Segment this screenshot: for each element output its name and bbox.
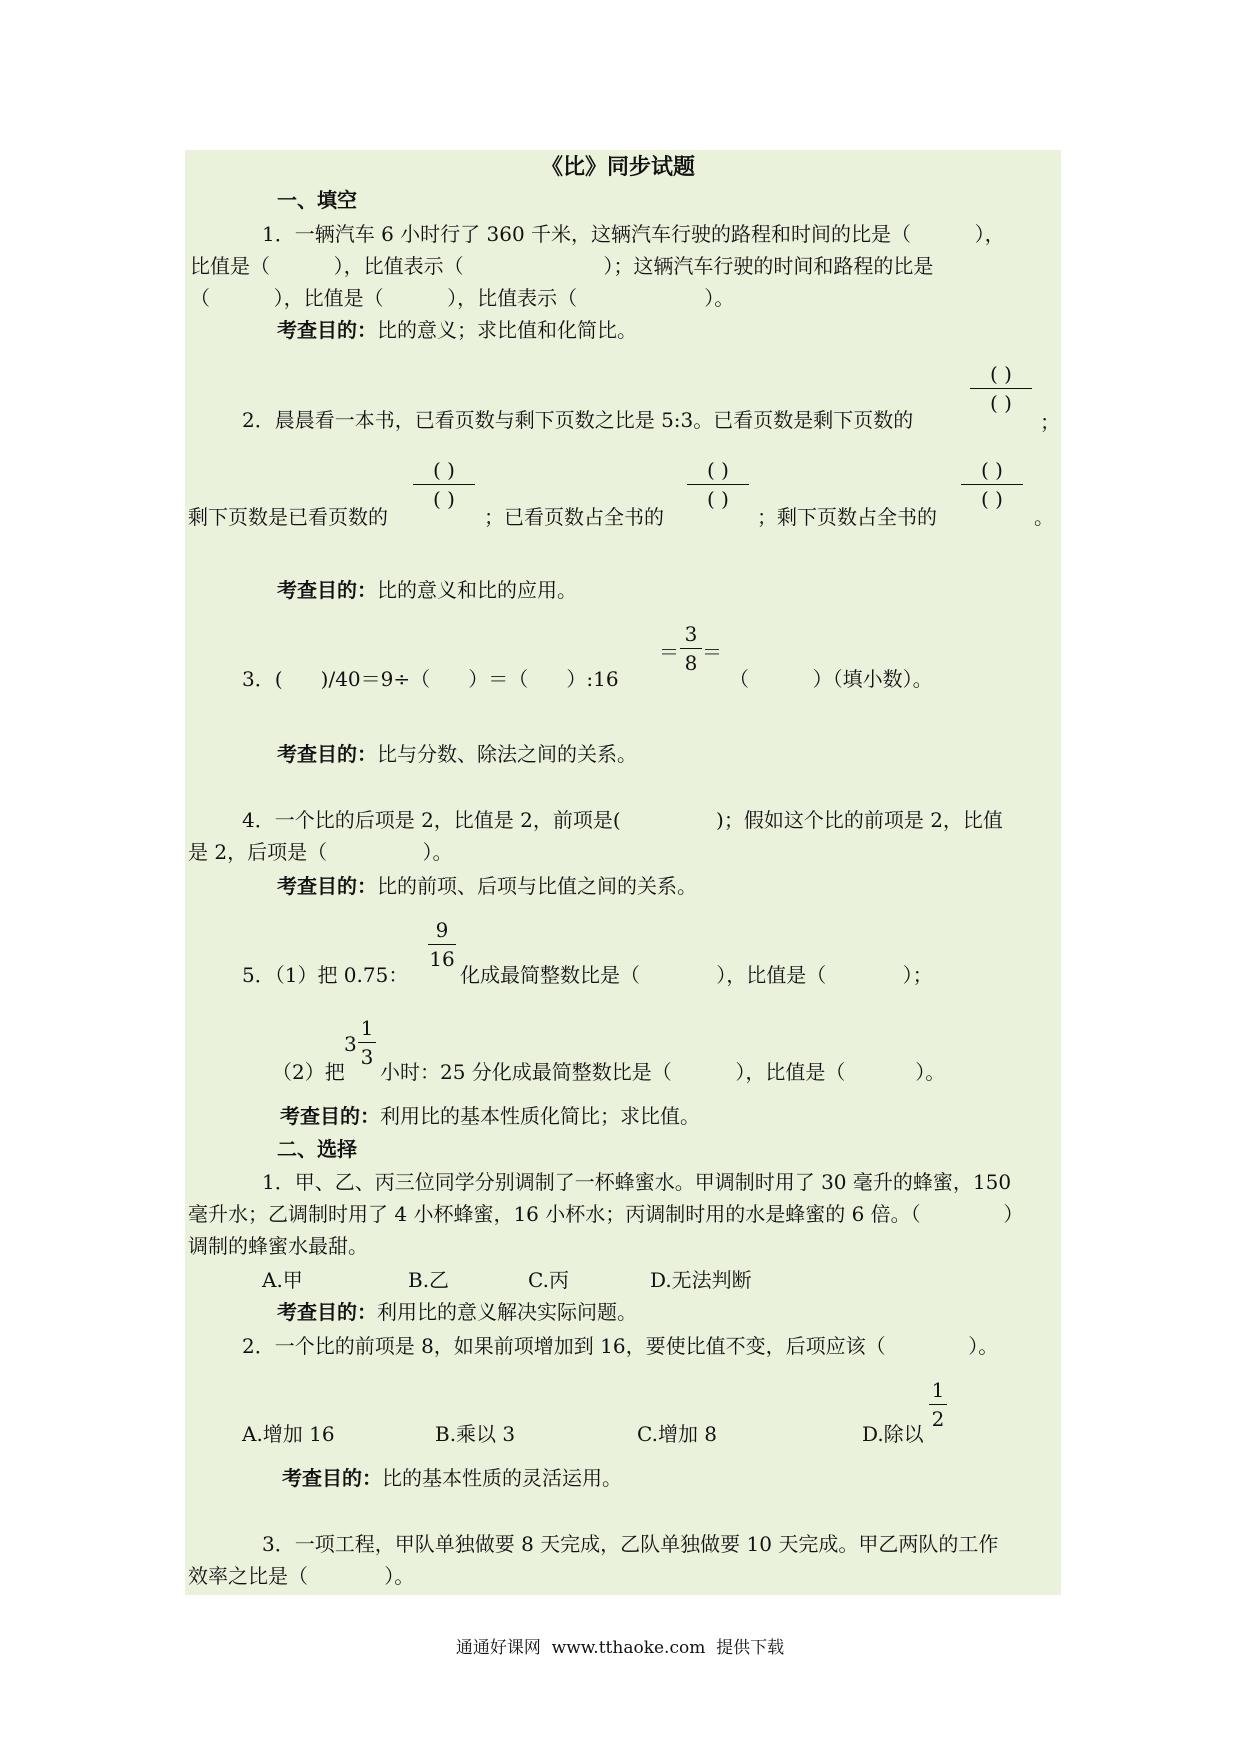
aim-text: 利用比的基本性质化简比；求比值。 (380, 1104, 700, 1128)
choice-1-option-a: A.甲 (262, 1268, 303, 1292)
equals-sign-left: ＝ (659, 640, 679, 664)
question-5-aim (280, 1104, 700, 1128)
fraction-three-eighths (680, 622, 702, 675)
question-5-part-1a: 5．（1）把 0.75： (242, 963, 409, 987)
question-5-part-1b: 化成最简整数比是（ ），比值是（ ）； (460, 963, 933, 987)
aim-text: 比的意义和比的应用。 (377, 578, 577, 602)
question-3-aim (277, 742, 637, 766)
question-4-line-1: 4．一个比的后项是 2，比值是 2，前项是( )；假如这个比的前项是 2，比值 (242, 808, 1003, 832)
question-3-text-b: （ ）（填小数）。 (729, 667, 933, 691)
numerator-blank: ( ) (981, 458, 1003, 482)
aim-text: 比的意义；求比值和化简比。 (377, 318, 637, 342)
question-1-line-2: 比值是（ ），比值表示（ ）；这辆汽车行驶的时间和路程的比是 (190, 254, 934, 278)
question-3-text-a: 3．( )/40＝9÷（ ）＝（ ）:16 (242, 667, 619, 691)
denominator-blank: ( ) (707, 487, 729, 511)
question-5-part-2a: （2）把 (272, 1060, 345, 1084)
fraction-nine-sixteenths (428, 918, 456, 971)
choice-2-option-a: A.增加 16 (242, 1422, 335, 1446)
denominator: 2 (931, 1407, 945, 1431)
question-4-line-2: 是 2，后项是（ ）。 (188, 840, 453, 864)
numerator: 1 (360, 1016, 374, 1040)
numerator: 9 (435, 918, 449, 942)
denominator-blank: ( ) (990, 391, 1012, 415)
fraction-bar (929, 1404, 947, 1405)
fraction-bar (358, 1042, 376, 1043)
choice-2-option-c: C.增加 8 (637, 1422, 718, 1446)
question-1-line-1: 1．一辆汽车 6 小时行了 360 千米，这辆汽车行驶的路程和时间的比是（ ）， (262, 222, 1005, 246)
mixed-number-fraction (358, 1016, 376, 1069)
aim-text: 利用比的意义解决实际问题。 (377, 1300, 637, 1324)
question-2-aim (277, 578, 577, 602)
fraction-bar (680, 648, 702, 649)
question-1-line-3: （ ），比值是（ ），比值表示（ ）。 (190, 286, 735, 310)
question-2-line-1-end: ； (1040, 410, 1060, 434)
footer-source: 通通好课网 www.tthaoke.com 提供下载 (455, 1638, 785, 1658)
aim-label: 考查目的： (280, 1104, 380, 1128)
aim-label: 考查目的： (277, 1300, 377, 1324)
choice-1-line-2: 毫升水；乙调制时用了 4 小杯蜂蜜，16 小杯水；丙调制时用的水是蜂蜜的 6 倍。（ ） (188, 1202, 1024, 1226)
section-heading-fill-in: 一、填空 (277, 188, 357, 212)
section-heading-choice: 二、选择 (277, 1137, 357, 1161)
numerator-blank: ( ) (990, 362, 1012, 386)
choice-1-line-1: 1．甲、乙、丙三位同学分别调制了一杯蜂蜜水。甲调制时用了 30 毫升的蜂蜜，150 (262, 1170, 1012, 1194)
question-2-line-2-end: 。 (1034, 505, 1054, 529)
choice-1-aim (277, 1300, 637, 1324)
fraction-bar (970, 388, 1032, 389)
question-5-part-2b: 小时：25 分化成最简整数比是（ ），比值是（ ）。 (380, 1060, 946, 1084)
denominator: 8 (684, 651, 698, 675)
fraction-bar (413, 484, 475, 485)
choice-3-line-2: 效率之比是（ ）。 (188, 1564, 415, 1588)
choice-1-line-3: 调制的蜂蜜水最甜。 (188, 1234, 368, 1258)
denominator: 16 (429, 947, 455, 971)
numerator-blank: ( ) (707, 458, 729, 482)
page-title: 《比》同步试题 (541, 154, 696, 180)
question-2-line-2b: ；已看页数占全书的 (484, 505, 664, 529)
question-2-line-2a: 剩下页数是已看页数的 (188, 505, 388, 529)
equals-sign-right: ＝ (702, 640, 722, 664)
choice-1-option-c: C.丙 (528, 1268, 569, 1292)
choice-2-option-d: D.除以 (862, 1422, 924, 1446)
question-4-aim (277, 874, 697, 898)
choice-2-line-1: 2．一个比的前项是 8，如果前项增加到 16，要使比值不变，后项应该（ ）。 (242, 1334, 999, 1358)
aim-label: 考查目的： (282, 1466, 382, 1490)
denominator: 3 (360, 1045, 374, 1069)
aim-text: 比的基本性质的灵活运用。 (382, 1466, 622, 1490)
denominator-blank: ( ) (433, 487, 455, 511)
aim-label: 考查目的： (277, 874, 377, 898)
numerator: 1 (931, 1378, 945, 1402)
question-2-line-2c: ；剩下页数占全书的 (757, 505, 937, 529)
aim-label: 考查目的： (277, 318, 377, 342)
fraction-bar (428, 944, 456, 945)
choice-1-option-b: B.乙 (408, 1268, 450, 1292)
numerator: 3 (684, 622, 698, 646)
fraction-blank (961, 458, 1023, 511)
aim-text: 比的前项、后项与比值之间的关系。 (377, 874, 697, 898)
aim-label: 考查目的： (277, 742, 377, 766)
choice-2-option-b: B.乘以 3 (435, 1422, 516, 1446)
aim-text: 比与分数、除法之间的关系。 (377, 742, 637, 766)
choice-2-aim (282, 1466, 622, 1490)
mixed-number-whole: 3 (344, 1032, 357, 1056)
question-1-aim (277, 318, 637, 342)
numerator-blank: ( ) (433, 458, 455, 482)
fraction-one-half (929, 1378, 947, 1431)
denominator-blank: ( ) (981, 487, 1003, 511)
fraction-bar (961, 484, 1023, 485)
choice-1-option-d: D.无法判断 (650, 1268, 752, 1292)
aim-label: 考查目的： (277, 578, 377, 602)
fraction-blank (687, 458, 749, 511)
choice-3-line-1: 3．一项工程，甲队单独做要 8 天完成，乙队单独做要 10 天完成。甲乙两队的工作 (262, 1532, 999, 1556)
fraction-blank (413, 458, 475, 511)
fraction-blank (970, 362, 1032, 415)
question-2-line-1: 2．晨晨看一本书，已看页数与剩下页数之比是 5:3。已看页数是剩下页数的 (242, 408, 914, 432)
fraction-bar (687, 484, 749, 485)
